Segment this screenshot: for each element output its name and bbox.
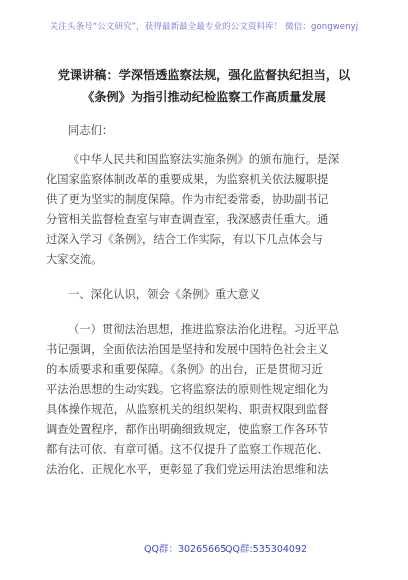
document-title-line-1: 党课讲稿：学深悟透监察法规，强化监督执纪担当，以 [57, 68, 351, 82]
paragraph-line: 的本质要求和重要保障。《条例》的出台，正是贯彻习近 [46, 363, 323, 376]
paragraph-line: 供了更为坚实的制度保障。作为市纪委常委，协助副书记 [46, 193, 329, 206]
paragraph-line: 分管相关监督检查室与审查调查室，我深感责任重大。通 [46, 213, 329, 226]
paragraph-line: 书记强调，全面依法治国是坚持和发展中国特色社会主义 [46, 343, 329, 356]
paragraph-line: 具体操作规范，从监察机关的组织架构、职责权限到监督 [46, 403, 329, 416]
paragraph-line: 都有法可依、有章可循。这不仅提升了监察工作规范化、 [46, 443, 329, 456]
section-heading: 一、深化认识，领会《条例》重大意义 [68, 288, 261, 301]
footer-qq-group-2: QQ群:535304092 [225, 544, 308, 555]
paragraph-line: （一）贯彻法治思想，推进监察法治化进程。习近平总 [68, 323, 340, 336]
paragraph-line: 过深入学习《条例》，结合工作实际，有以下几点体会与 [46, 233, 323, 246]
footer-qq-group-1: QQ群：30265665 [144, 544, 227, 555]
paragraph-line: 法治化、正规化水平，更彰显了我们党运用法治思维和法 [46, 463, 329, 476]
document-title-line-2: 《条例》为指引推动纪检监察工作高质量发展 [82, 90, 326, 104]
promo-header: 关注头条号“公文研究”，获得最新最全最专业的公文资料库！ 微信：gongwenyj [49, 22, 359, 32]
greeting: 同志们： [68, 124, 114, 137]
paragraph-line: 调查处置程序，都作出明确细致规定，使监察工作各环节 [46, 423, 329, 436]
paragraph-line: 化国家监察体制改革的重要成果，为监察机关依法履职提 [46, 173, 329, 186]
paragraph-line: 大家交流。 [46, 253, 103, 266]
paragraph-line: 平法治思想的生动实践。它将监察法的原则性规定细化为 [46, 383, 329, 396]
paragraph-line: 《中华人民共和国监察法实施条例》的颁布施行，是深 [68, 153, 340, 166]
